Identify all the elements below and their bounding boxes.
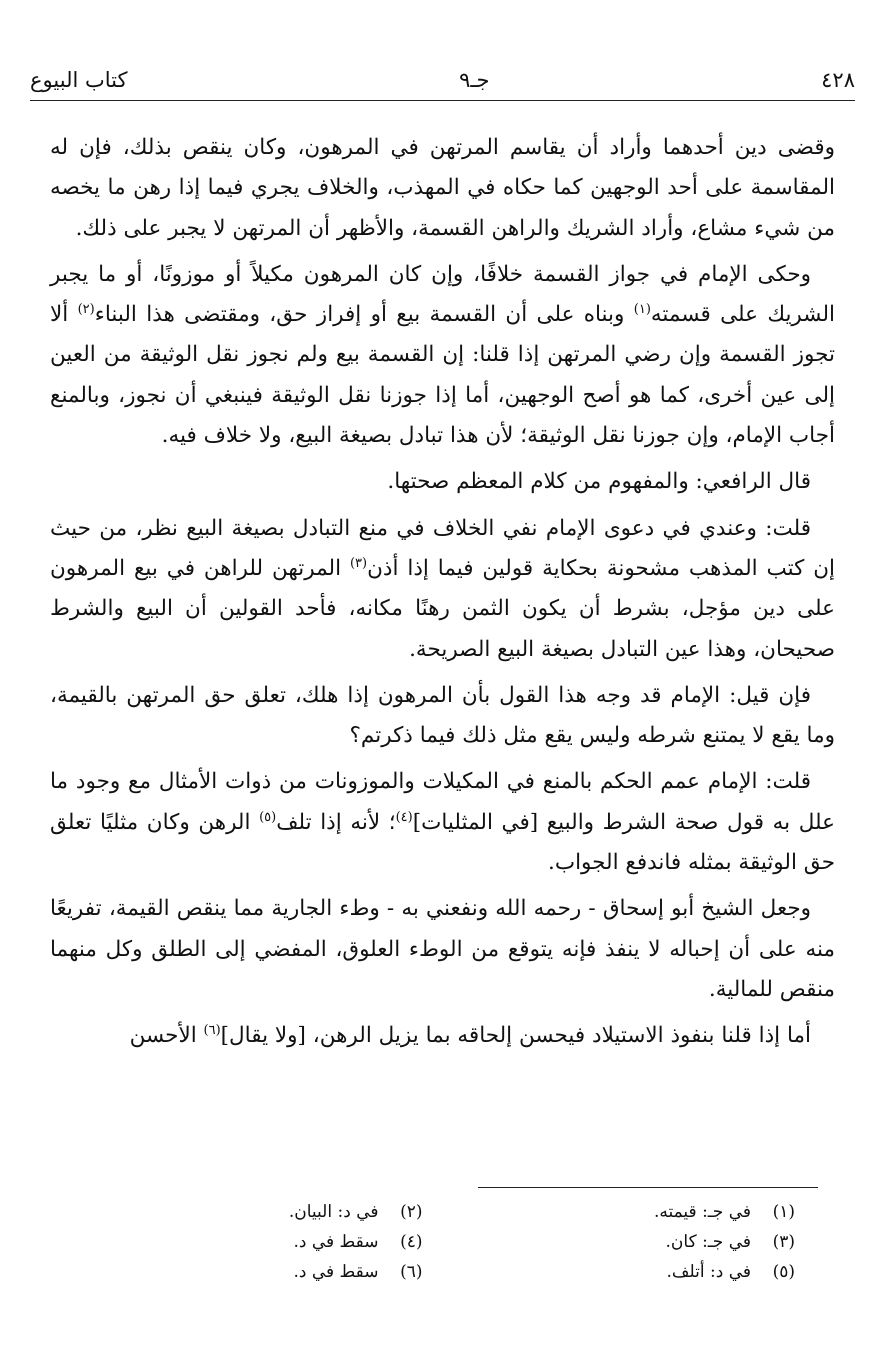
page-number: ٤٢٨ [821, 68, 855, 92]
footnote-number: (١) [772, 1202, 795, 1222]
paragraph-text: الرهن وكان مثليًا تعلق حق الوثيقة بمثله فاندفع الجواب. [50, 809, 835, 876]
footnote-text: في جـ: قيمته. [653, 1202, 751, 1222]
footnote-number: (٤) [400, 1232, 423, 1252]
footnote-number: (٣) [772, 1232, 795, 1252]
paragraph-text: وجعل الشيخ أبو إسحاق - رحمه الله ونفعني به - وطء الجارية مما ينقص القيمة، تفريعًا منه على أن إحباله لا ينفذ فإنه يتوقع من الوطء العلوق، المفضي إلى الطلق وكل منهما منقص للمالية. [50, 896, 835, 1002]
paragraph-text: قلت: الإمام عمم الحكم بالمنع في المكيلات والموزونات من ذوات الأمثال مع وجود ما علل به قول صحة الشرط والبيع [في المثليات] [50, 769, 835, 835]
paragraph-text: أما إذا قلنا بنفوذ الاستيلاد فيحسن إلحاقه بما يزيل الرهن، [ولا يقال] [220, 1023, 811, 1049]
paragraph [50, 889, 835, 1010]
paragraph-text: وحكى الإمام في جواز القسمة خلافًا، وإن كان المرهون مكيلاً أو موزونًا، أو ما يجبر الشريك على قسمته [50, 261, 836, 328]
page-header [30, 62, 855, 98]
footnote-number: (٢) [400, 1202, 423, 1222]
footnote-text: في د: البيان. [288, 1202, 379, 1222]
paragraph-text: وبناه على أن القسمة بيع أو إفراز حق، ومقتضى هذا البناء [94, 302, 634, 328]
paragraph-text: الأحسن [129, 1023, 204, 1049]
footnote-reference: (٦) [203, 1023, 221, 1039]
paragraph-text: فإن قيل: الإمام قد وجه هذا القول بأن المرهون إذا هلك، تعلق حق المرتهن بالقيمة، وما يقع لا يمتنع شرطه وليس يقع مثل ذلك فيما ذكرتم؟ [50, 682, 835, 749]
book-title: كتاب البيوع [30, 68, 128, 92]
footnote-text: سقط في د. [293, 1232, 379, 1252]
footnote-reference: (١) [633, 302, 651, 318]
paragraph [50, 128, 835, 249]
footnotes [50, 1200, 795, 1284]
footnote-reference: (٣) [349, 555, 368, 571]
paragraph-text: ألا تجوز القسمة وإن رضي المرتهن إذا قلنا: إن القسمة بيع ولم نجوز نقل الوثيقة من العين إلى عين أخرى، كما هو أصح الوجهين، أما إذا جوزنا نقل الوثيقة فينبغي أن نجوز، وبالمنع أجاب الإمام، وإن جوزنا نقل الوثيقة؛ لأن هذا تبادل بصيغة البيع، ولا خلاف فيه. [50, 302, 835, 449]
footnote-reference: (٤) [395, 809, 413, 825]
paragraph [50, 462, 835, 502]
footnote-text: سقط في د. [293, 1262, 379, 1282]
footnote-item [50, 1200, 423, 1224]
paragraph [50, 1016, 835, 1056]
footnote-number: (٥) [772, 1262, 795, 1282]
paragraph-text: قال الرافعي: والمفهوم من كلام المعظم صحتها. [387, 469, 811, 495]
footnote-item [423, 1200, 796, 1224]
main-text [50, 128, 835, 1057]
footnote-number: (٦) [400, 1262, 423, 1282]
paragraph [50, 509, 835, 670]
header-divider [30, 100, 855, 101]
footnote-item [423, 1230, 796, 1254]
paragraph-text: قلت: وعندي في دعوى الإمام نفي الخلاف في منع التبادل بصيغة البيع نظر، من حيث إن كتب المذهب مشحونة بحكاية قولين فيما إذا أذن [50, 515, 835, 581]
volume-label: جـ٩ [459, 68, 490, 92]
footnote-item [423, 1260, 796, 1284]
footnote-reference: (٢) [77, 302, 95, 318]
footnote-text: في جـ: كان. [665, 1232, 751, 1252]
paragraph-text: ؛ لأنه إذا تلف [276, 809, 396, 835]
paragraph-text: المرتهن للراهن في بيع المرهون على دين مؤجل، بشرط أن يكون الثمن رهنًا مكانه، فأحد القولين أن البيع والشرط صحيحان، وهذا عين التبادل بصيغة البيع الصريحة. [50, 555, 835, 662]
paragraph [50, 676, 835, 757]
paragraph [50, 255, 835, 456]
footnote-item [50, 1260, 423, 1284]
footnote-divider [478, 1187, 818, 1188]
footnote-text: في د: أتلف. [666, 1262, 751, 1282]
footnote-reference: (٥) [259, 809, 277, 825]
footnote-item [50, 1230, 423, 1254]
paragraph [50, 762, 835, 883]
paragraph-text: وقضى دين أحدهما وأراد أن يقاسم المرتهن في المرهون، وكان ينقص بذلك، فإن له المقاسمة على أحد الوجهين كما حكاه في المهذب، والخلاف يجري فيما إذا رهن ما يخصه من شيء مشاع، وأراد الشريك والراهن القسمة، والأظهر أن المرتهن لا يجبر على ذلك. [50, 135, 835, 241]
